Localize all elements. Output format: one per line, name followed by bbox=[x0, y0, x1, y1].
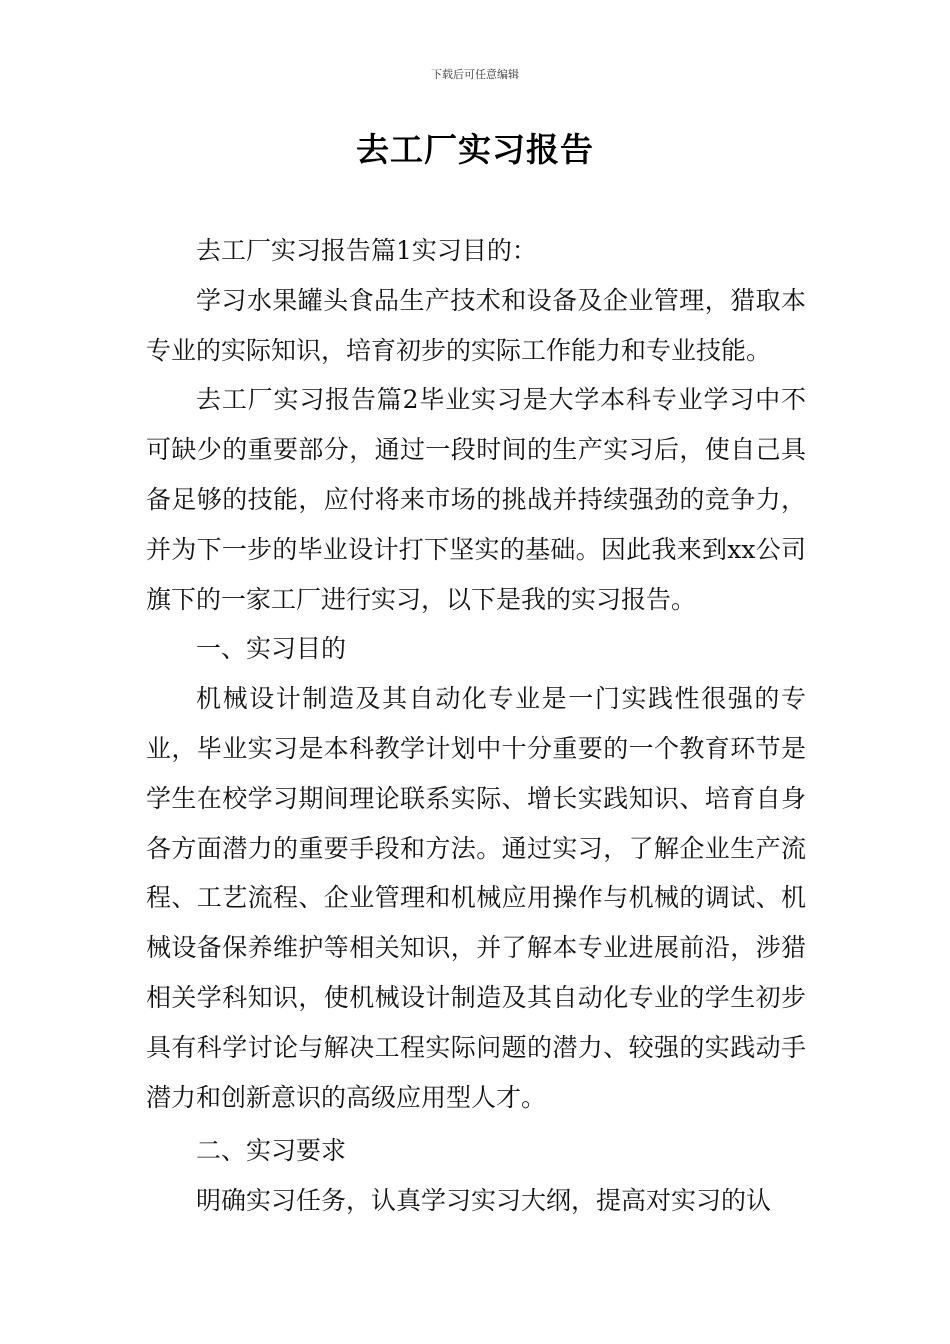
paragraph-section-1-goal: 学习水果罐头食品生产技术和设备及企业管理，猎取本专业的实际知识，培育初步的实际工作能力和专业技能。 bbox=[146, 285, 806, 365]
paragraph-section-2-intro: 去工厂实习报告篇2毕业实习是大学本科专业学习中不可缺少的重要部分，通过一段时间的生产实习后，使自己具备足够的技能，应付将来市场的挑战并持续强劲的竞争力，并为下一步的毕业设计打下坚实的基础。因此我来到xx公司旗下的一家工厂进行实习，以下是我的实习报告。 bbox=[146, 385, 806, 614]
paragraph-internship-requirements: 明确实习任务，认真学习实习大纲，提高对实习的认 bbox=[196, 1186, 772, 1216]
paragraph-section-1-intro: 去工厂实习报告篇1实习目的： bbox=[196, 236, 537, 265]
heading-internship-purpose: 一、实习目的 bbox=[196, 634, 347, 664]
document-title: 去工厂实习报告 bbox=[356, 130, 594, 169]
paragraph-internship-purpose: 机械设计制造及其自动化专业是一门实践性很强的专业，毕业实习是本科教学计划中十分重要的一个教育环节是学生在校学习期间理论联系实际、增长实践知识、培育自身各方面潜力的重要手段和方法。通过实习，了解企业生产流程、工艺流程、企业管理和机械应用操作与机械的调试、机械设备保养维护等相关知识，并了解本专业进展前沿，涉猎相关学科知识，使机械设计制造及其自动化专业的学生初步具有科学讨论与解决工程实际问题的潜力、较强的实践动手潜力和创新意识的高级应用型人才。 bbox=[146, 684, 806, 1112]
heading-internship-requirements: 二、实习要求 bbox=[196, 1136, 347, 1166]
header-note: 下载后可任意编辑 bbox=[431, 68, 519, 81]
document-body bbox=[146, 226, 806, 1226]
